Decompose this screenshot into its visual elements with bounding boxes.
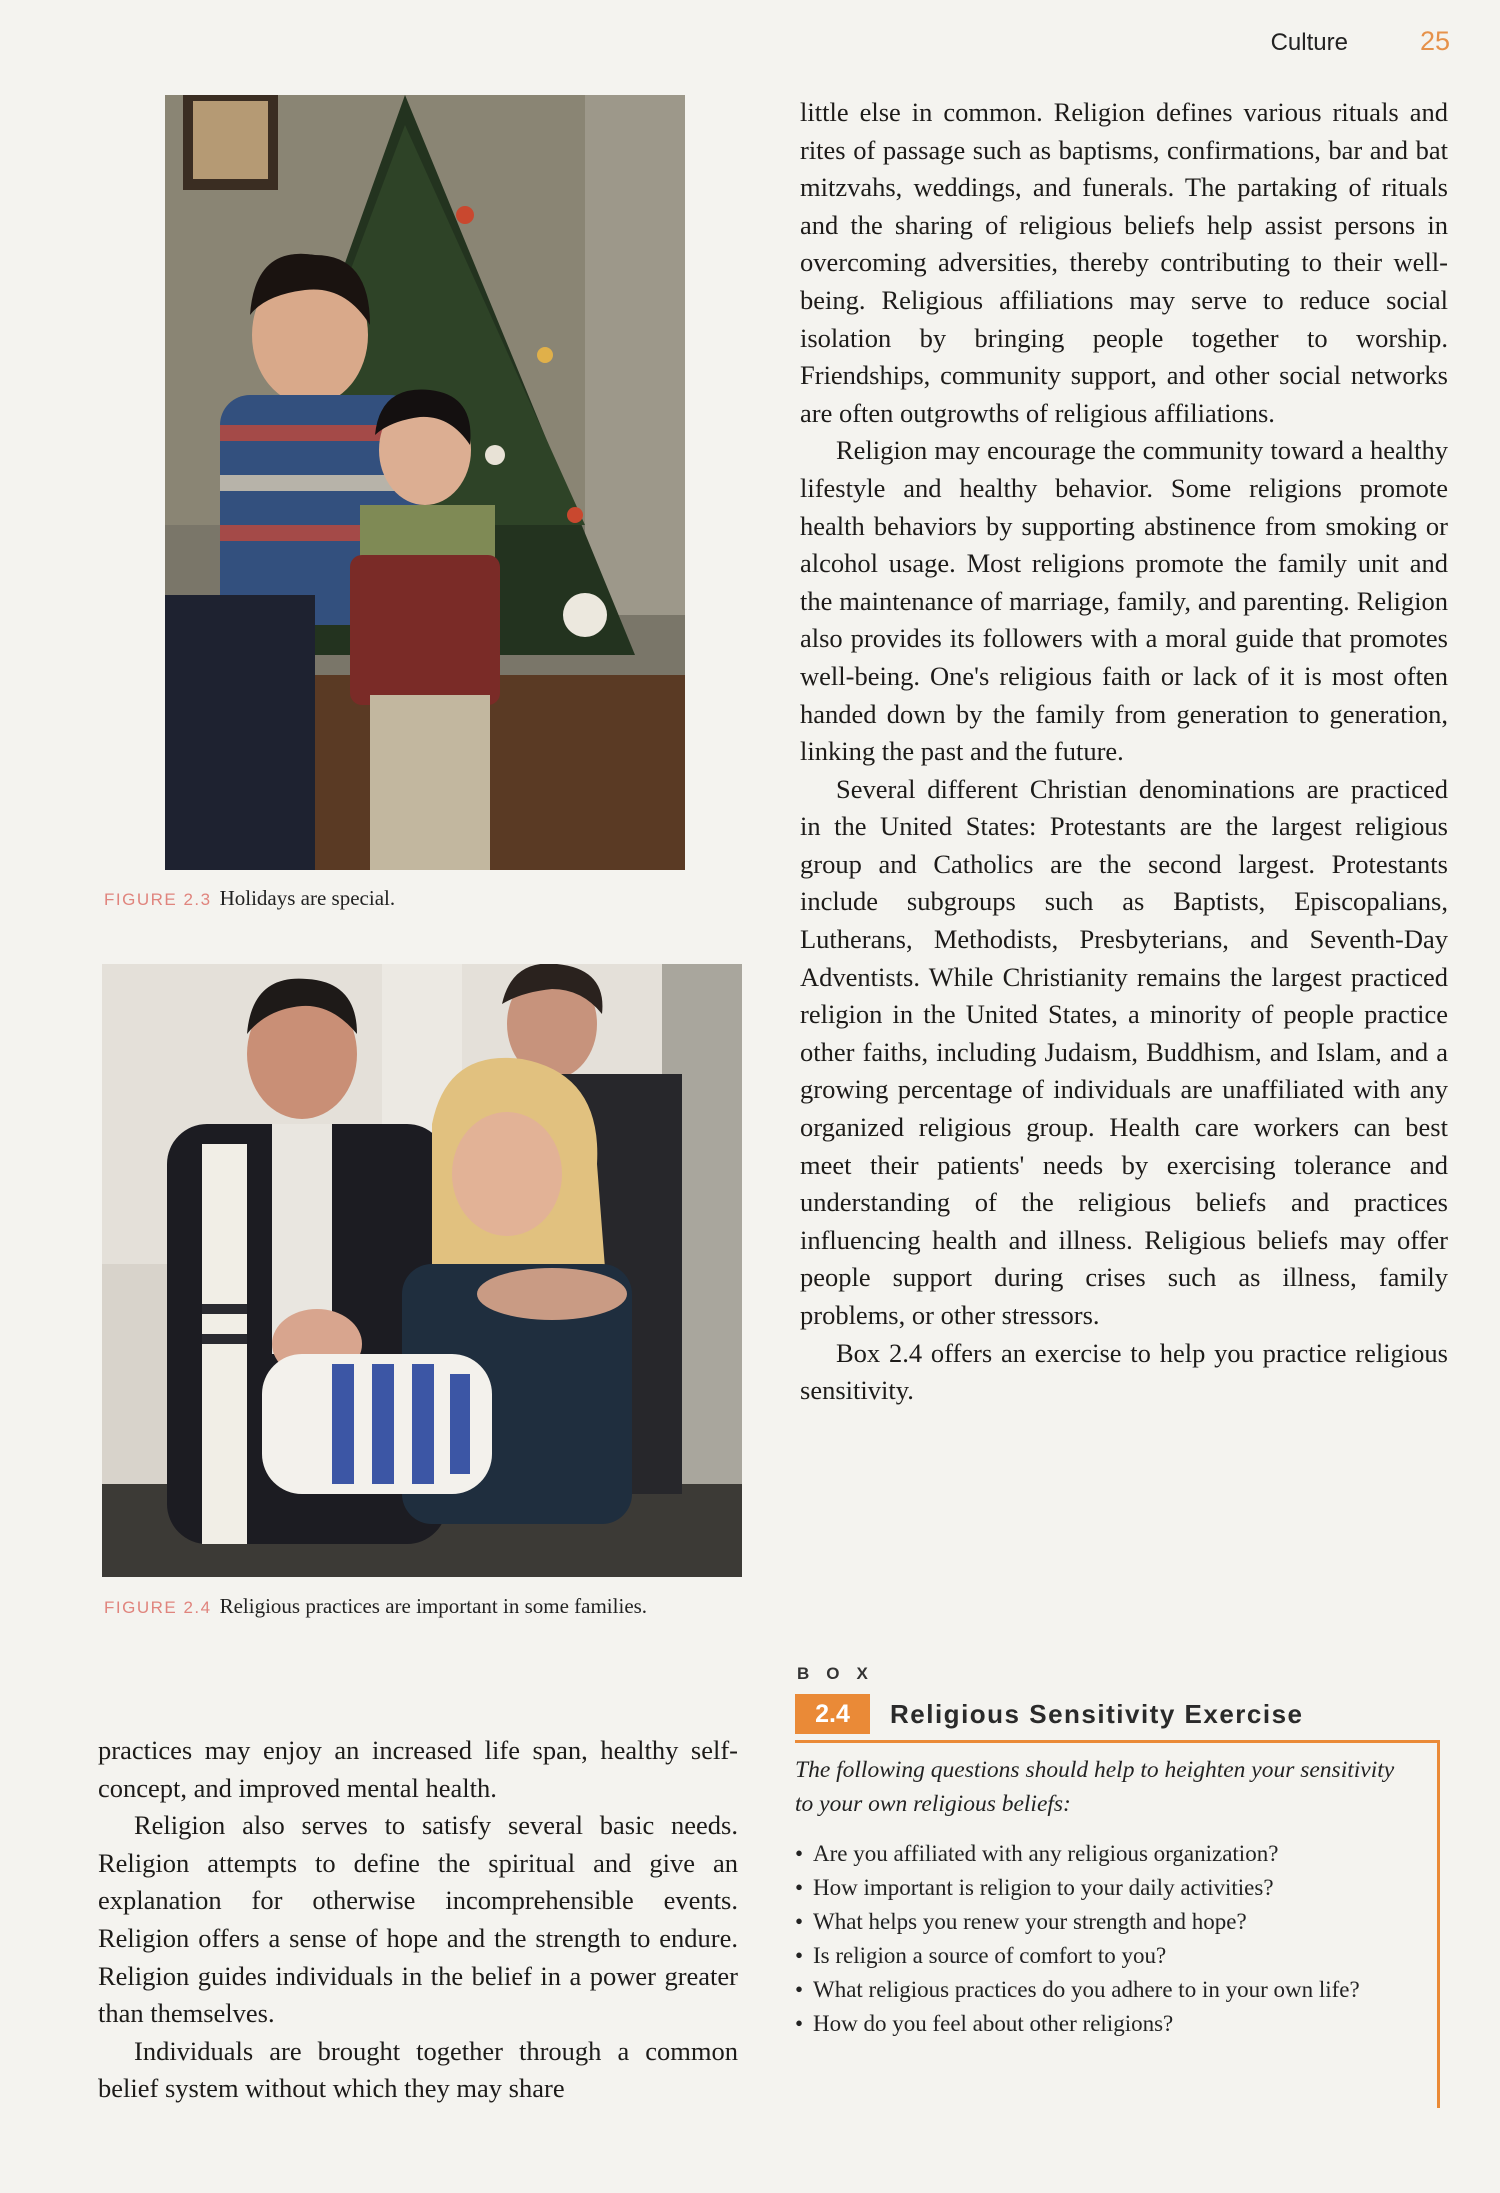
box-body (795, 1740, 1440, 2108)
figure-label: FIGURE 2.3 (104, 890, 212, 909)
holiday-children-photo (165, 95, 685, 870)
paragraph: Religion also serves to satisfy several basic needs. Religion attempts to define the spiritual and give an explanation for otherwise incomprehensible events. Religion offers a sense of hope and the strength to endure. Religion guides individuals in the belief in a power greater than themselves. (98, 1810, 738, 2029)
list-item: • Are you affiliated with any religious organization? (795, 1837, 1415, 1871)
list-item: • What helps you renew your strength and hope? (795, 1905, 1415, 1939)
paragraph: little else in common. Religion defines various rituals and rites of passage such as baptisms, confirmations, bar and bat mitzvahs, weddings, and funerals. The partaking of rituals and the sharing of religious beliefs help assist persons in overcoming adversities, thereby contributing to their well-being. Religious affiliations may serve to reduce social isolation by bringing people together to worship. Friendships, community support, and other social networks are often outgrowths of religious affiliations. (800, 97, 1448, 428)
list-item: • What religious practices do you adhere to in your own life? (795, 1973, 1415, 2007)
caption-text: Religious practices are important in some families. (219, 1594, 648, 1618)
figure-label: FIGURE 2.4 (104, 1598, 212, 1617)
left-column-text (98, 1732, 738, 2108)
paragraph: Religion may encourage the community toward a healthy lifestyle and healthy behavior. Some religions promote health behaviors by supporting abstinence from smoking or alcohol usage. Most religions promote the family unit and the maintenance of marriage, family, and parenting. Religion also provides its followers with a moral guide that promotes well-being. One's religious faith or lack of it is most often handed down by the family from generation to generation, linking the past and the future. (800, 435, 1448, 767)
running-header (1271, 26, 1450, 57)
figure-2-3-caption (104, 884, 704, 914)
right-column-text (800, 94, 1448, 1410)
box-question-list (795, 1837, 1415, 2041)
list-item: • How do you feel about other religions? (795, 2007, 1415, 2041)
caption-text: Holidays are special. (219, 886, 396, 910)
section-name: Culture (1270, 29, 1348, 56)
page-number: 25 (1419, 26, 1450, 56)
figure-2-4-caption (104, 1592, 704, 1622)
figure-2-3-photo (165, 95, 685, 870)
paragraph: Individuals are brought together through a common belief system without which they may share (98, 2035, 738, 2104)
box-intro: The following questions should help to heighten your sensitivity to your own religious beliefs: (795, 1757, 1395, 1817)
figure-2-4-photo (102, 964, 742, 1577)
box-title: Religious Sensitivity Exercise (890, 1698, 1304, 1729)
box-kicker: BOX (797, 1664, 885, 1683)
paragraph: practices may enjoy an increased life span, healthy self-concept, and improved mental health. (98, 1735, 738, 1803)
paragraph: Several different Christian denominations are practiced in the United States: Protestants are the largest religious group and Catholics are the second largest. Protestants include subgroups such as Baptists, Episcopalians, Lutherans, Methodists, Presbyterians, and Seventh-Day Adventists. While Christianity remains the largest practiced religion in the United States, a minority of people practice other faiths, including Judaism, Buddhism, and Islam, and a growing percentage of individuals are unaffiliated with any organized religious group. Health care workers can best meet their patients' needs by exercising tolerance and understanding of the religious beliefs and practices influencing health and illness. Religious beliefs may offer people support during crises such as illness, family problems, or other stressors. (800, 773, 1448, 1330)
religious-ceremony-photo (102, 964, 742, 1577)
paragraph: Box 2.4 offers an exercise to help you practice religious sensitivity. (800, 1337, 1448, 1406)
box-number: 2.4 (795, 1694, 870, 1734)
list-item: • Is religion a source of comfort to you? (795, 1939, 1415, 1973)
list-item: • How important is religion to your daily activities? (795, 1871, 1415, 1905)
box-header (795, 1694, 1304, 1734)
